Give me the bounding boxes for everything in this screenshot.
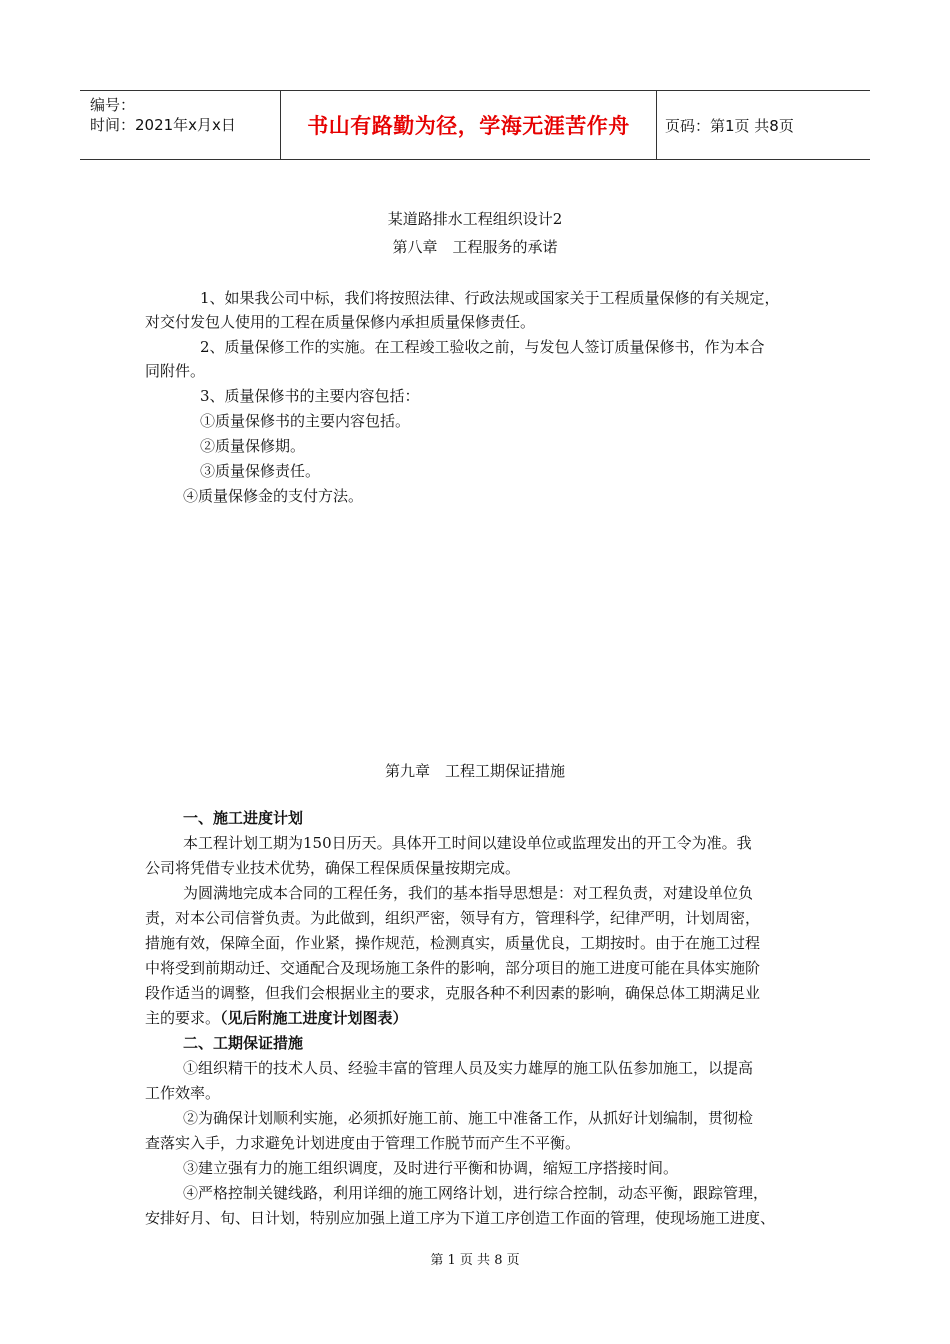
paragraph-line: [145, 1007, 408, 1028]
section-heading: 二、工期保证措施: [183, 1034, 304, 1052]
schedule-note: （见后附施工进度计划图表）: [220, 1009, 408, 1027]
paragraph-line: 为圆满地完成本合同的工程任务，我们的基本指导思想是：对工程负责，对建设单位负: [183, 884, 754, 902]
chapter-9-title: 第九章 工程工期保证措施: [384, 762, 565, 780]
paragraph-line: 1、如果我公司中标，我们将按照法律、行政法规或国家关于工程质量保修的有关规定，: [200, 289, 780, 307]
paragraph-line: 公司将凭借专业技术优势，确保工程保质保量按期完成。: [145, 859, 521, 877]
number-label: 编号：: [90, 96, 136, 114]
paragraph-line: 同附件。: [145, 362, 206, 380]
section-heading: 一、施工进度计划: [183, 809, 304, 827]
paragraph-line: 责，对本公司信誉负责。为此做到，组织严密，领导有方，管理科学，纪律严明，计划周密，: [145, 909, 761, 927]
list-item: ④严格控制关键线路，利用详细的施工网络计划，进行综合控制，动态平衡，跟踪管理，: [183, 1184, 769, 1202]
paragraph-line: 措施有效，保障全面，作业紧，操作规范，检测真实，质量优良，工期按时。由于在施工过程: [145, 934, 761, 952]
page-footer: 第 1 页 共 8 页: [430, 1253, 520, 1268]
list-item: ②为确保计划顺利实施，必须抓好施工前、施工中准备工作，从抓好计划编制，贯彻检: [183, 1109, 754, 1127]
list-item: ③质量保修责任。: [200, 462, 321, 480]
chapter-8-title: 第八章 工程服务的承诺: [392, 238, 558, 256]
paragraph-line: 2、质量保修工作的实施。在工程竣工验收之前，与发包人签订质量保修书，作为本合: [200, 338, 765, 356]
list-item: ①质量保修书的主要内容包括。: [200, 412, 411, 430]
paragraph-line: 对交付发包人使用的工程在质量保修内承担质量保修责任。: [145, 313, 536, 331]
list-item: ④质量保修金的支付方法。: [183, 487, 364, 505]
list-item: ②质量保修期。: [200, 437, 306, 455]
paragraph-line: 查落实入手，力求避免计划进度由于管理工作脱节而产生不平衡。: [145, 1134, 581, 1152]
page-header: [80, 90, 870, 160]
paragraph-line: 工作效率。: [145, 1084, 221, 1102]
paragraph-line: 段作适当的调整，但我们会根据业主的要求，克服各种不利因素的影响，确保总体工期满足业: [145, 984, 761, 1002]
header-motto: 书山有路勤为径，学海无涯苦作舟: [280, 91, 657, 159]
paragraph-text: 主的要求。: [145, 1009, 221, 1027]
paragraph-line: 安排好月、旬、日计划，特别应加强上道工序为下道工序创造工作面的管理，使现场施工进度、: [145, 1209, 776, 1227]
header-page-label: 页码：第1页 共8页: [665, 116, 794, 135]
list-item: ③建立强有力的施工组织调度，及时进行平衡和协调，缩短工序搭接时间。: [183, 1159, 679, 1177]
document-title: 某道路排水工程组织设计2: [387, 210, 563, 228]
header-meta: [80, 91, 280, 159]
list-item: ①组织精干的技术人员、经验丰富的管理人员及实力雄厚的施工队伍参加施工，以提高: [183, 1059, 754, 1077]
time-label: 时间：2021年x月x日: [90, 116, 236, 134]
paragraph-line: 3、质量保修书的主要内容包括：: [200, 387, 420, 405]
paragraph-line: 本工程计划工期为150日历天。具体开工时间以建设单位或监理发出的开工令为准。我: [183, 834, 752, 852]
paragraph-line: 中将受到前期动迁、交通配合及现场施工条件的影响，部分项目的施工进度可能在具体实施阶: [145, 959, 761, 977]
